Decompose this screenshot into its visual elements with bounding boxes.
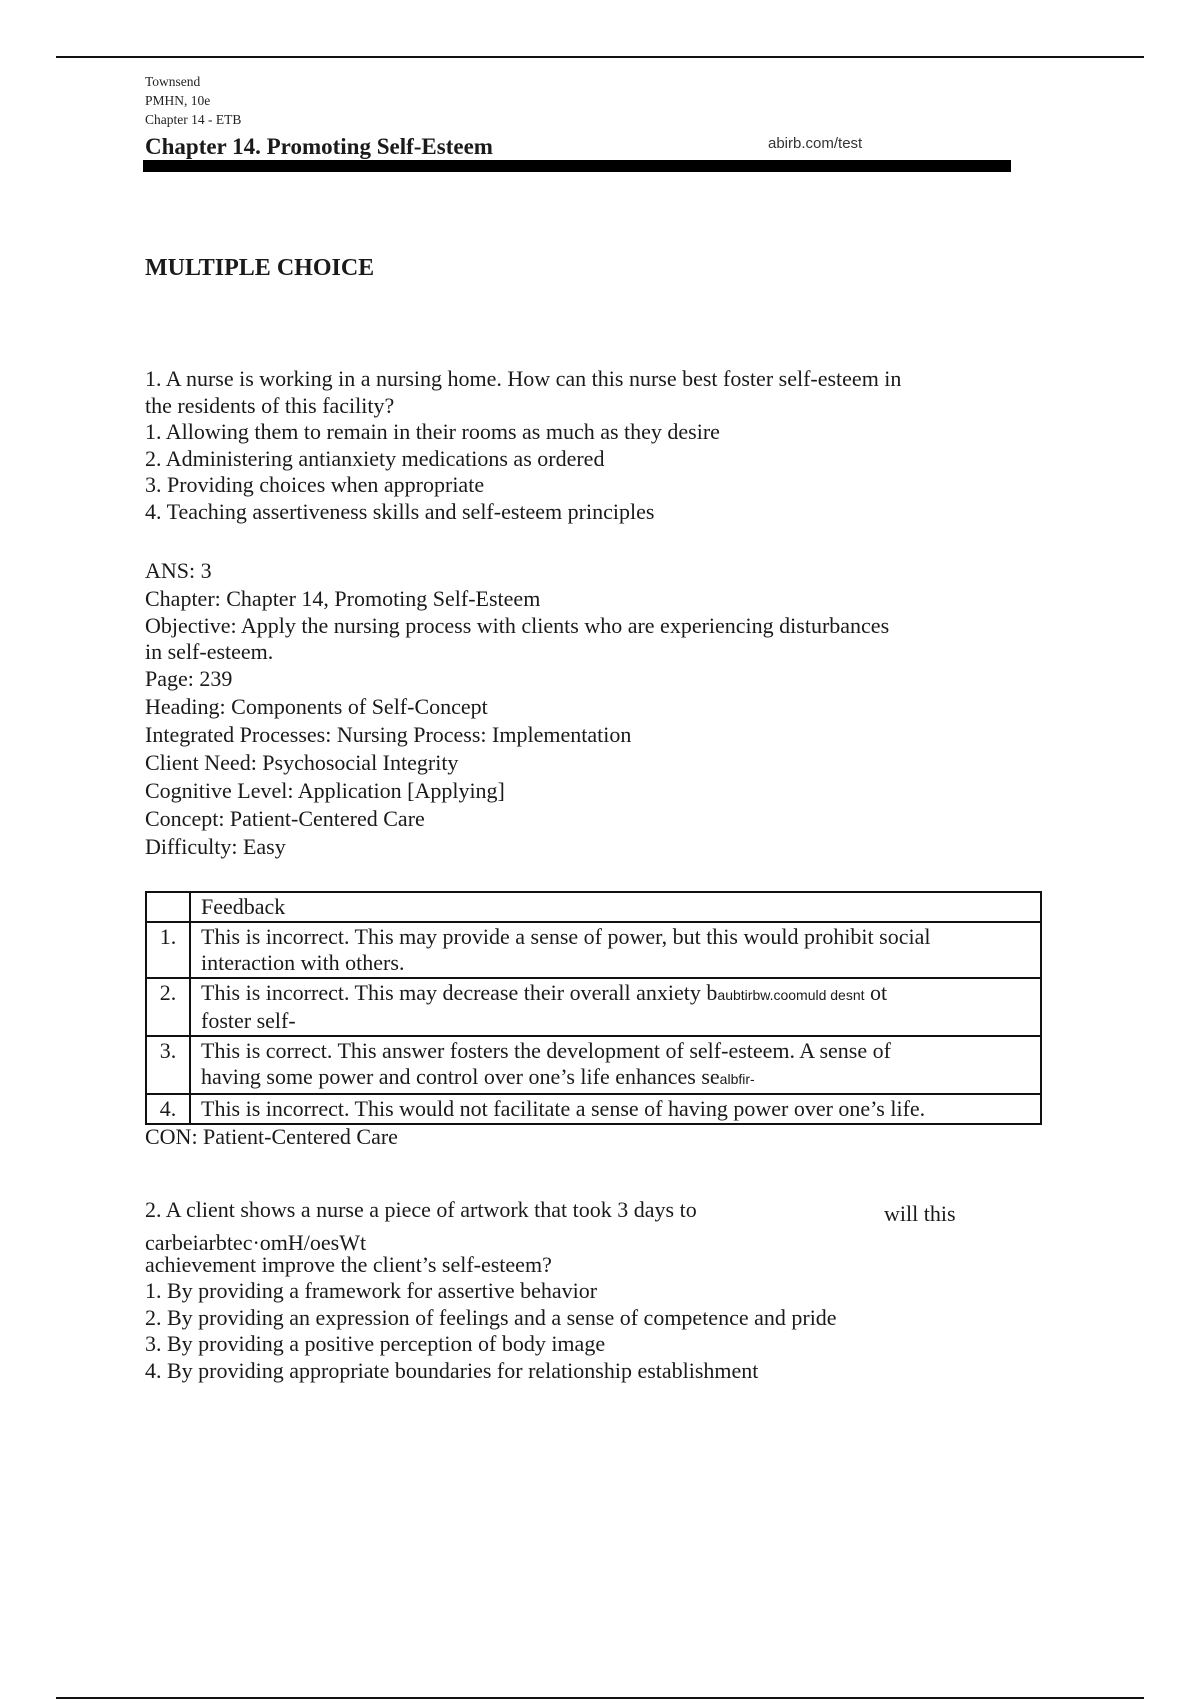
feedback-num: 1. bbox=[146, 922, 190, 978]
watermark-garble: carbeiarbtec·omH/oesWt bbox=[145, 1230, 367, 1255]
feedback-text: This is incorrect. This would not facilitate a sense of having power over one’s life. bbox=[190, 1094, 1041, 1124]
watermark-garble: aubtirbw.coomuld desnt bbox=[717, 987, 865, 1003]
answer-option: 4. Teaching assertiveness skills and self-esteem principles bbox=[145, 498, 655, 524]
answer-option: 2. Administering antianxiety medications as ordered bbox=[145, 445, 605, 471]
feedback-text: This is incorrect. This may provide a sense of power, but this would prohibit social interaction with others. bbox=[190, 922, 1041, 978]
objective: Objective: Apply the nursing process with clients who are experiencing disturbances bbox=[145, 613, 890, 638]
answer-option: 3. By providing a positive perception of body image bbox=[145, 1331, 606, 1356]
answer-details bbox=[145, 557, 985, 861]
table-row bbox=[146, 922, 1041, 978]
feedback-header: Feedback bbox=[190, 892, 1041, 922]
answer-option: 3. Providing choices when appropriate bbox=[145, 472, 485, 497]
client-need: Client Need: Psychosocial Integrity bbox=[145, 750, 459, 775]
chapter-title: Chapter 14. Promoting Self-Esteem bbox=[145, 134, 493, 159]
chapter-ref: Chapter: Chapter 14, Promoting Self-Esteem bbox=[145, 586, 541, 611]
table-cell bbox=[146, 892, 190, 922]
difficulty: Difficulty: Easy bbox=[145, 834, 286, 859]
page-ref: Page: 239 bbox=[145, 666, 233, 691]
title-underline-bar bbox=[143, 160, 1011, 172]
cognitive-level: Cognitive Level: Application [Applying] bbox=[145, 778, 505, 803]
answer-option: 1. By providing a framework for assertive behavior bbox=[145, 1278, 598, 1303]
table-row bbox=[146, 978, 1041, 1036]
feedback-table bbox=[145, 891, 1042, 1125]
integrated-processes: Integrated Processes: Nursing Process: Implementation bbox=[145, 722, 632, 747]
feedback-text: This is correct. This answer fosters the development of self-esteem. A sense of having some power and control over one’s life enhances sealbfir- bbox=[190, 1036, 1041, 1094]
answer-option: 1. Allowing them to remain in their rooms as much as they desire bbox=[145, 419, 720, 444]
objective: in self-esteem. bbox=[145, 639, 274, 664]
meta-author: Townsend bbox=[145, 74, 201, 89]
question-stem: the residents of this facility? bbox=[145, 392, 395, 418]
question-1 bbox=[145, 366, 985, 525]
question-stem: achievement improve the client’s self-esteem? bbox=[145, 1251, 552, 1277]
answer-option: 2. By providing an expression of feelings and a sense of competence and pride bbox=[145, 1304, 837, 1330]
concept: Concept: Patient-Centered Care bbox=[145, 806, 425, 831]
table-row bbox=[146, 1036, 1041, 1094]
feedback-num: 3. bbox=[146, 1036, 190, 1094]
meta-chapter: Chapter 14 - ETB bbox=[145, 112, 242, 127]
question-stem: 1. A nurse is working in a nursing home. How can this nurse best foster self-esteem in bbox=[145, 366, 902, 391]
bottom-rule bbox=[56, 1697, 1144, 1699]
watermark-garble: albfir- bbox=[719, 1071, 755, 1087]
question-stem: 2. A client shows a nurse a piece of artwork that took 3 days to bbox=[145, 1197, 697, 1222]
answer-option: 4. By providing appropriate boundaries for relationship establishment bbox=[145, 1357, 759, 1383]
table-header-row bbox=[146, 892, 1041, 922]
feedback-num: 2. bbox=[146, 978, 190, 1036]
heading-ref: Heading: Components of Self-Concept bbox=[145, 694, 488, 719]
top-rule bbox=[56, 56, 1144, 58]
feedback-text: This is incorrect. This may decrease their overall anxiety baubtirbw.coomuld desnt ot foster self- bbox=[190, 978, 1041, 1036]
meta-book: PMHN, 10e bbox=[145, 93, 211, 108]
concept-tag: CON: Patient-Centered Care bbox=[145, 1124, 398, 1149]
section-heading: MULTIPLE CHOICE bbox=[145, 255, 375, 281]
question-stem-fragment: will this bbox=[884, 1201, 956, 1226]
watermark: abirb.com/test bbox=[768, 135, 863, 152]
feedback-num: 4. bbox=[146, 1094, 190, 1124]
answer-key: ANS: 3 bbox=[145, 558, 212, 583]
table-row bbox=[146, 1094, 1041, 1124]
header-meta bbox=[145, 72, 241, 129]
